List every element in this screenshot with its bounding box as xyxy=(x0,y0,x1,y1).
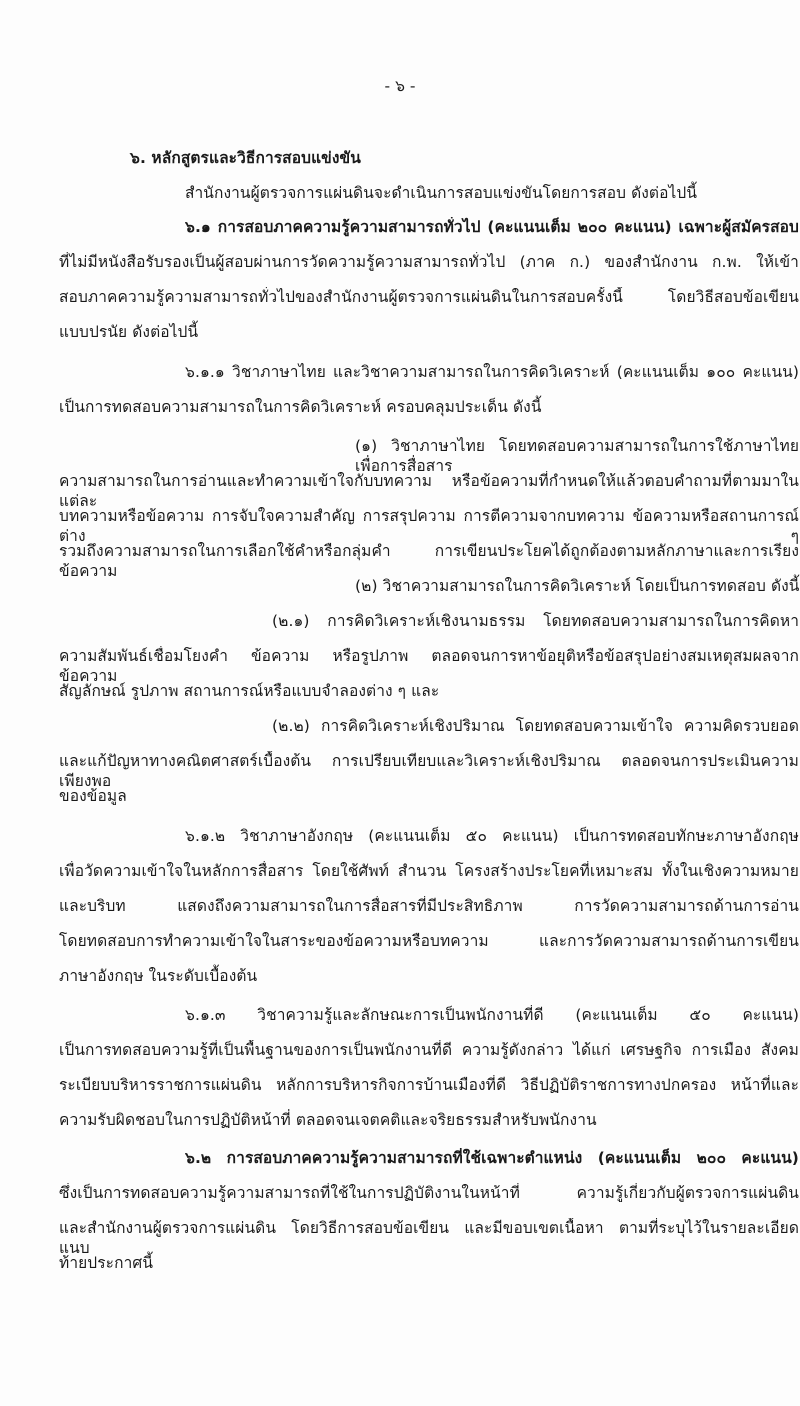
section-6-2-line-2: ซึ่งเป็นการทดสอบความรู้ความสามารถที่ใช้ในการปฏิบัติงานในหน้าที่ ความรู้เกี่ยวกับผู้ตรวจการแผ่นดิน xyxy=(59,1184,799,1202)
section-6-2-line-4: ท้ายประกาศนี้ xyxy=(59,1254,154,1272)
section-6-1-2-line-4: โดยทดสอบการทำความเข้าใจในสาระของข้อความหรือบทความ และการวัดความสามารถด้านการเขียน xyxy=(59,932,799,950)
section-6-1-3-line-4: ความรับผิดชอบในการปฏิบัติหน้าที่ ตลอดจนเจตคติและจริยธรรมสำหรับพนักงาน xyxy=(59,1111,597,1129)
quantitative-reasoning-line-1: (๒.๒) การคิดวิเคราะห์เชิงปริมาณ โดยทดสอบความเข้าใจ ความคิดรวบยอด xyxy=(272,717,799,735)
section-6-1-3-line-2: เป็นการทดสอบความรู้ที่เป็นพื้นฐานของการเป็นพนักงานที่ดี ความรู้ดังกล่าว ได้แก่ เศรษฐกิจ การเมือง สังคม xyxy=(59,1041,799,1059)
abstract-reasoning-line-3: สัญลักษณ์ รูปภาพ สถานการณ์หรือแบบจำลองต่าง ๆ และ xyxy=(59,682,440,700)
section-6-1-2-line-3: และบริบท แสดงถึงความสามารถในการสื่อสารที่มีประสิทธิภาพ การวัดความสามารถด้านการอ่าน xyxy=(59,897,799,915)
section-6-1-line-1: ๖.๑ การสอบภาคความรู้ความสามารถทั่วไป (คะแนนเต็ม ๒๐๐ คะแนน) เฉพาะผู้สมัครสอบ xyxy=(185,218,799,236)
section-6-2-line-3: และสำนักงานผู้ตรวจการแผ่นดิน โดยวิธีการสอบข้อเขียน และมีขอบเขตเนื้อหา ตามที่ระบุไว้ในรายละเอียดแนบ xyxy=(59,1219,799,1257)
section-6-1-line-2: ที่ไม่มีหนังสือรับรองเป็นผู้สอบผ่านการวัดความรู้ความสามารถทั่วไป (ภาค ก.) ของสำนักงาน ก.พ. ให้เข้า xyxy=(59,253,799,271)
section-6-1-2-line-1: ๖.๑.๒ วิชาภาษาอังกฤษ (คะแนนเต็ม ๕๐ คะแนน) เป็นการทดสอบทักษะภาษาอังกฤษ xyxy=(185,827,799,845)
section-6-1-1-line-1: ๖.๑.๑ วิชาภาษาไทย และวิชาความสามารถในการคิดวิเคราะห์ (คะแนนเต็ม ๑๐๐ คะแนน) xyxy=(185,363,799,381)
section-6-1-2-line-5: ภาษาอังกฤษ ในระดับเบื้องต้น xyxy=(59,967,258,985)
section-heading: ๖. หลักสูตรและวิธีการสอบแข่งขัน xyxy=(130,149,361,167)
abstract-reasoning-line-2: ความสัมพันธ์เชื่อมโยงคำ ข้อความ หรือรูปภาพ ตลอดจนการหาข้อยุติหรือข้อสรุปอย่างสมเหตุสมผลจากข้อความ xyxy=(59,647,799,685)
section-6-1-3-line-3: ระเบียบบริหารราชการแผ่นดิน หลักการบริหารกิจการบ้านเมืองที่ดี วิธีปฏิบัติราชการทางปกครอง หน้าที่และ xyxy=(59,1076,799,1094)
thai-subject-line-3: บทความหรือข้อความ การจับใจความสำคัญ การสรุปความ การตีความจากบทความ ข้อความหรือสถานการณ์ต่าง ๆ xyxy=(59,507,799,545)
analytic-subject-line-1: (๒) วิชาความสามารถในการคิดวิเคราะห์ โดยเป็นการทดสอบ ดังนี้ xyxy=(355,577,800,595)
intro-paragraph: สำนักงานผู้ตรวจการแผ่นดินจะดำเนินการสอบแข่งขันโดยการสอบ ดังต่อไปนี้ xyxy=(185,184,698,202)
section-6-1-3-line-1: ๖.๑.๓ วิชาความรู้และลักษณะการเป็นพนักงานที่ดี (คะแนนเต็ม ๕๐ คะแนน) xyxy=(185,1006,799,1024)
section-6-1-1-line-2: เป็นการทดสอบความสามารถในการคิดวิเคราะห์ ครอบคลุมประเด็น ดังนี้ xyxy=(59,398,542,416)
section-6-1-line-4: แบบปรนัย ดังต่อไปนี้ xyxy=(59,323,199,341)
abstract-reasoning-line-1: (๒.๑) การคิดวิเคราะห์เชิงนามธรรม โดยทดสอบความสามารถในการคิดหา xyxy=(272,612,799,630)
quantitative-reasoning-line-3: ของข้อมูล xyxy=(59,787,127,805)
thai-subject-line-4: รวมถึงความสามารถในการเลือกใช้คำหรือกลุ่มคำ การเขียนประโยคได้ถูกต้องตามหลักภาษาและการเรียงข้อความ xyxy=(59,542,799,580)
section-6-1-line-3: สอบภาคความรู้ความสามารถทั่วไปของสำนักงานผู้ตรวจการแผ่นดินในการสอบครั้งนี้ โดยวิธีสอบข้อเขียน xyxy=(59,288,799,306)
thai-subject-line-2: ความสามารถในการอ่านและทำความเข้าใจกับบทความ หรือข้อความที่กำหนดให้แล้วตอบคำถามที่ตามมาในแต่ละ xyxy=(59,472,799,510)
page-number: - ๖ - xyxy=(384,77,416,95)
quantitative-reasoning-line-2: และแก้ปัญหาทางคณิตศาสตร์เบื้องต้น การเปรียบเทียบและวิเคราะห์เชิงปริมาณ ตลอดจนการประเมินความเพียงพอ xyxy=(59,752,799,790)
thai-subject-line-1: (๑) วิชาภาษาไทย โดยทดสอบความสามารถในการใช้ภาษาไทยเพื่อการสื่อสาร xyxy=(355,437,799,475)
section-6-2-line-1: ๖.๒ การสอบภาคความรู้ความสามารถที่ใช้เฉพาะตำแหน่ง (คะแนนเต็ม ๒๐๐ คะแนน) xyxy=(185,1149,799,1167)
section-6-1-2-line-2: เพื่อวัดความเข้าใจในหลักการสื่อสาร โดยใช้ศัพท์ สำนวน โครงสร้างประโยคที่เหมาะสม ทั้งในเชิงความหมาย xyxy=(59,862,799,880)
